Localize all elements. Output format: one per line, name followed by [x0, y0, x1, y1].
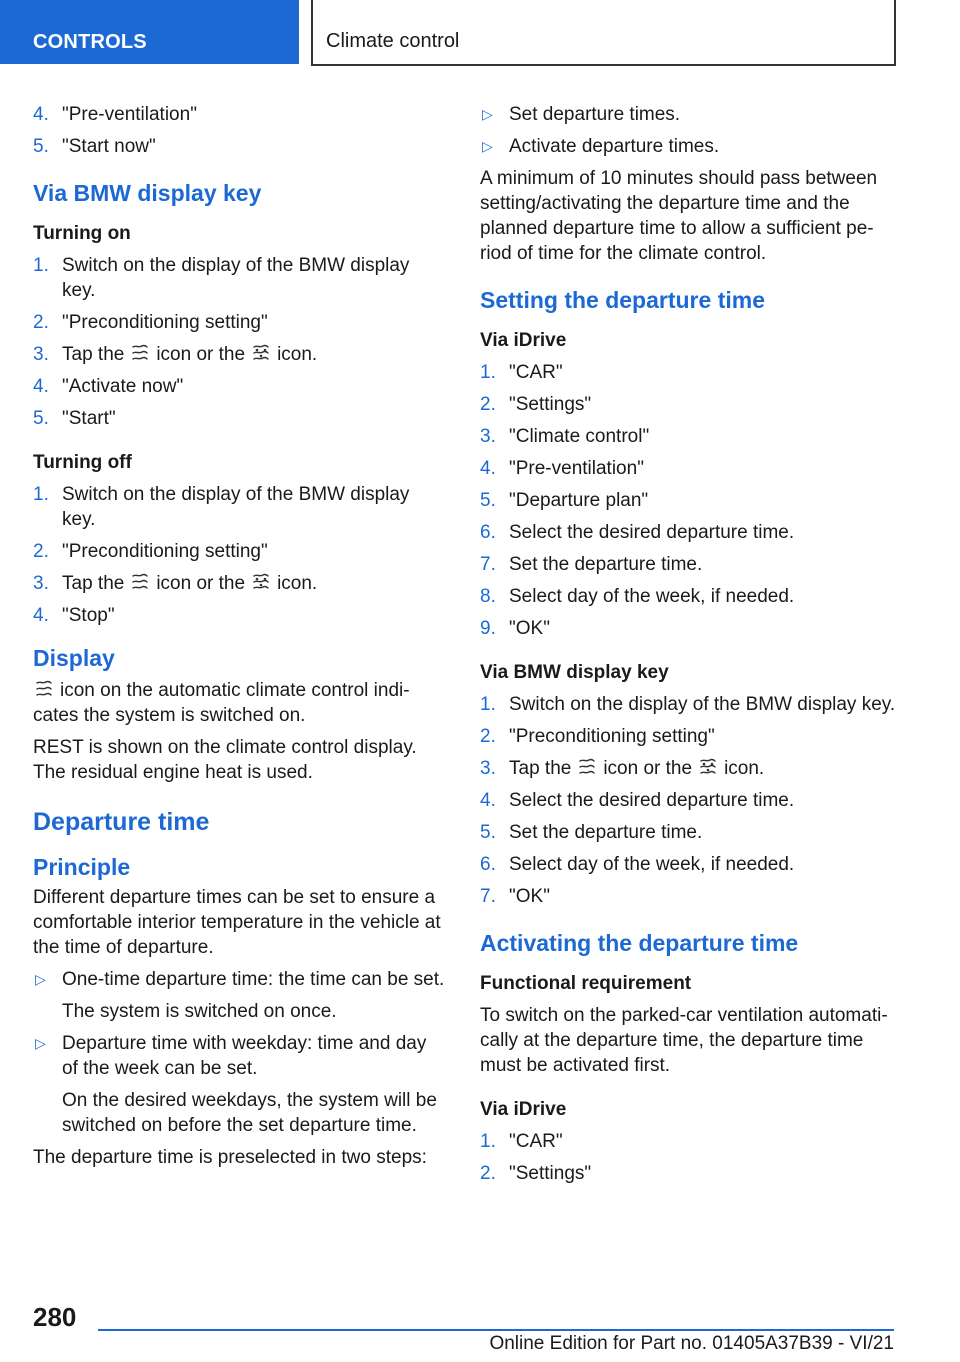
subheading-functional-requirement: Functional requirement — [480, 973, 692, 994]
step-number: 3. — [480, 426, 496, 447]
step-text: icon. — [277, 573, 318, 594]
list-item — [33, 482, 445, 532]
step-text: Select the desired departure time. — [509, 522, 795, 543]
bullet-text: Activate departure times. — [509, 136, 720, 157]
step-number: 4. — [33, 104, 49, 125]
step-number: 2. — [33, 541, 49, 562]
section-heading-via-display-key: Via BMW display key — [33, 180, 262, 206]
bullet-text: One-time departure time: the time can be set. — [62, 969, 445, 990]
step-text: icon or the — [156, 344, 246, 365]
bullet-subtext: On the desired weekdays, the system will be switched on before the set departure time. — [62, 1090, 437, 1136]
bullet-text: Departure time with weekday: time and day of the week can be set. — [62, 1033, 427, 1079]
step-number: 2. — [480, 1163, 496, 1184]
step-text: Tap the — [509, 758, 572, 779]
ventilation-heat-icon — [697, 757, 719, 777]
display-paragraph — [33, 678, 445, 728]
step-text: "Stop" — [62, 605, 115, 626]
list-item — [480, 820, 898, 845]
list-item — [33, 374, 445, 399]
step-text: icon. — [724, 758, 765, 779]
step-text: Select the desired departure time. — [509, 790, 795, 811]
section-heading-departure-time: Departure time — [33, 808, 210, 836]
step-number: 4. — [33, 605, 49, 626]
step-text: Switch on the display of the BMW display key. — [62, 484, 410, 530]
step-text: "Activate now" — [62, 376, 184, 397]
step-number: 5. — [33, 408, 49, 429]
idrive-steps — [480, 1129, 898, 1186]
section-heading-principle: Principle — [33, 854, 131, 880]
paragraph: A minimum of 10 minutes should pass between setting/activating the departure time and the planned departure time to allow a sufficient pe-riod of time for the climate control. — [480, 168, 878, 264]
bullet-item — [33, 1031, 445, 1081]
step-text: "OK" — [509, 886, 550, 907]
step-number: 7. — [480, 886, 496, 907]
step-number: 2. — [33, 312, 49, 333]
step-number: 1. — [480, 362, 496, 383]
step-number: 9. — [480, 618, 496, 639]
section-tab: CONTROLS — [0, 0, 299, 64]
paragraph: REST is shown on the climate control display. The residual engine heat is used. — [33, 737, 417, 783]
list-item — [33, 310, 445, 335]
list-item — [33, 406, 445, 431]
step-text: Select day of the week, if needed. — [509, 854, 795, 875]
footer-divider — [98, 1329, 894, 1331]
bullet-item — [480, 134, 898, 159]
list-item — [480, 724, 898, 749]
step-text: "Settings" — [509, 1163, 592, 1184]
section-heading-activating-departure: Activating the departure time — [480, 930, 799, 956]
idrive-steps — [480, 360, 898, 641]
step-number: 3. — [33, 573, 49, 594]
list-item — [480, 360, 898, 385]
step-number: 4. — [480, 458, 496, 479]
list-item — [33, 253, 445, 303]
list-item — [480, 552, 898, 577]
page-title: Climate control — [326, 30, 460, 52]
step-text: icon or the — [156, 573, 246, 594]
step-text: "Climate control" — [509, 426, 650, 447]
right-column — [480, 102, 898, 1193]
step-text: Select day of the week, if needed. — [509, 586, 795, 607]
step-text: "Preconditioning setting" — [62, 312, 268, 333]
step-number: 1. — [480, 1131, 496, 1152]
list-item — [480, 424, 898, 449]
step-text: "Pre-ventilation" — [509, 458, 644, 479]
section-heading-display: Display — [33, 645, 115, 671]
list-item — [33, 102, 445, 127]
footer-edition: Online Edition for Part no. 01405A37B39 - VI/21 — [489, 1333, 894, 1354]
step-text: "CAR" — [509, 362, 563, 383]
step-text: Set the departure time. — [509, 822, 703, 843]
triangle-right-icon: ▷ — [35, 1035, 46, 1051]
step-number: 4. — [33, 376, 49, 397]
step-number: 6. — [480, 854, 496, 875]
triangle-right-icon: ▷ — [482, 138, 493, 154]
step-text: "Pre-ventilation" — [62, 104, 197, 125]
bullet-item — [480, 102, 898, 127]
step-text: icon. — [277, 344, 318, 365]
list-item — [480, 1161, 898, 1186]
subheading-via-idrive: Via iDrive — [480, 330, 567, 351]
list-item — [33, 539, 445, 564]
list-item — [480, 392, 898, 417]
list-item — [480, 456, 898, 481]
step-number: 2. — [480, 726, 496, 747]
list-item — [480, 584, 898, 609]
step-text: Switch on the display of the BMW display key. — [62, 255, 410, 301]
step-number: 8. — [480, 586, 496, 607]
list-item — [480, 788, 898, 813]
bullet-subtext: The system is switched on once. — [62, 1001, 337, 1022]
ventilation-fan-icon — [129, 343, 151, 363]
page-number: 280 — [33, 1302, 77, 1332]
step-text: Set the departure time. — [509, 554, 703, 575]
step-text: Tap the — [62, 344, 125, 365]
step-text: "CAR" — [509, 1131, 563, 1152]
step-number: 4. — [480, 790, 496, 811]
step-number: 3. — [33, 344, 49, 365]
step-text: "Settings" — [509, 394, 592, 415]
step-number: 5. — [480, 490, 496, 511]
ventilation-heat-icon — [250, 572, 272, 592]
list-item — [480, 852, 898, 877]
step-text: "Start" — [62, 408, 116, 429]
step-text: Tap the — [62, 573, 125, 594]
list-item — [480, 1129, 898, 1154]
triangle-right-icon: ▷ — [35, 971, 46, 987]
step-number: 1. — [480, 694, 496, 715]
ventilation-heat-icon — [250, 343, 272, 363]
subheading-via-display-key: Via BMW display key — [480, 662, 669, 683]
step-number: 6. — [480, 522, 496, 543]
list-item — [33, 571, 445, 596]
list-item — [480, 756, 898, 781]
ventilation-fan-icon — [33, 679, 55, 699]
list-item — [480, 692, 898, 717]
list-item — [33, 603, 445, 628]
step-number: 2. — [480, 394, 496, 415]
paragraph: The departure time is preselected in two steps: — [33, 1147, 427, 1168]
step-number: 5. — [480, 822, 496, 843]
step-text: "OK" — [509, 618, 550, 639]
list-item — [33, 342, 445, 367]
step-text: "Start now" — [62, 136, 156, 157]
step-text: icon or the — [603, 758, 693, 779]
bullet-text: Set departure times. — [509, 104, 681, 125]
step-text: "Preconditioning setting" — [62, 541, 268, 562]
list-item — [480, 520, 898, 545]
step-text: Switch on the display of the BMW display key. — [509, 694, 896, 715]
step-number: 5. — [33, 136, 49, 157]
step-number: 1. — [33, 484, 49, 505]
paragraph: To switch on the parked-car ventilation automati-cally at the departure time, the departure time must be activated first. — [480, 1005, 888, 1076]
subheading-via-idrive: Via iDrive — [480, 1099, 567, 1120]
step-number: 7. — [480, 554, 496, 575]
step-text: "Departure plan" — [509, 490, 649, 511]
triangle-right-icon: ▷ — [482, 106, 493, 122]
ventilation-fan-icon — [129, 572, 151, 592]
step-text: "Preconditioning setting" — [509, 726, 715, 747]
paragraph-text: icon on the automatic climate control indi-cates the system is switched on. — [33, 680, 410, 726]
step-number: 1. — [33, 255, 49, 276]
subheading-turning-on: Turning on — [33, 223, 131, 244]
left-column — [33, 102, 445, 1177]
subheading-turning-off: Turning off — [33, 452, 132, 473]
ventilation-fan-icon — [576, 757, 598, 777]
section-heading-setting-departure: Setting the departure time — [480, 287, 765, 313]
list-item — [33, 134, 445, 159]
list-item — [480, 884, 898, 909]
bullet-item — [33, 967, 445, 992]
step-number: 3. — [480, 758, 496, 779]
list-item — [480, 488, 898, 513]
paragraph: Different departure times can be set to ensure a comfortable interior temperature in the vehicle at the time of departure. — [33, 887, 441, 958]
list-item — [480, 616, 898, 641]
